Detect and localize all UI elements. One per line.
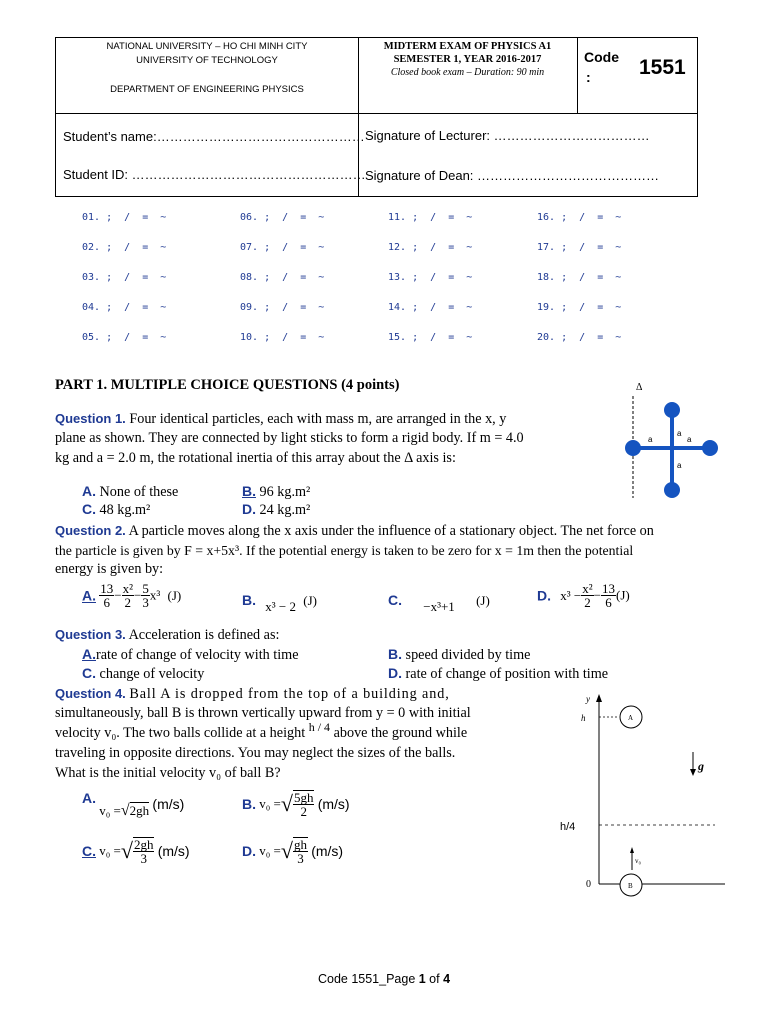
unit: (J) bbox=[476, 593, 490, 608]
numerator: x² bbox=[582, 581, 593, 596]
q4-text: Ball A is dropped from the top of a building and, bbox=[129, 686, 450, 702]
option-d-text: 24 kg.m² bbox=[259, 502, 311, 518]
code-value: 1551 bbox=[639, 56, 686, 79]
q2-label: Question 2. bbox=[55, 523, 126, 538]
exam-duration: Closed book exam – Duration: 90 min bbox=[390, 67, 545, 78]
fraction bbox=[141, 582, 150, 609]
q4-option-d[interactable] bbox=[242, 837, 343, 865]
answer-cell: 10. ; / = ~ bbox=[240, 332, 325, 343]
option-a-text: None of these bbox=[99, 484, 179, 500]
option-b-text: speed divided by time bbox=[405, 647, 531, 663]
answer-cell: 16. ; / = ~ bbox=[537, 212, 622, 223]
h4-label: h/4 bbox=[560, 821, 576, 833]
gravity-label: g bbox=[698, 759, 704, 773]
option-d-label: D. bbox=[537, 587, 551, 604]
q2-line3: energy is given by: bbox=[55, 561, 164, 577]
fraction bbox=[293, 837, 308, 865]
numerator: 5gh bbox=[293, 790, 314, 805]
option-a-label: A. bbox=[82, 483, 96, 499]
q4-line5: What is the initial velocity v₀ of ball B? bbox=[55, 765, 281, 781]
v0-symbol: v₀ = bbox=[99, 843, 121, 858]
q4-line2: simultaneously, ball B is thrown vertically upward from y = 0 with initial bbox=[55, 705, 471, 721]
code-label: Code bbox=[584, 49, 619, 65]
header-table bbox=[55, 37, 698, 197]
part1-title: PART 1. MULTIPLE CHOICE QUESTIONS (4 points) bbox=[55, 377, 400, 393]
q3-label: Question 3. bbox=[55, 627, 126, 642]
denominator: 6 bbox=[103, 595, 110, 610]
answer-cell: 17. ; / = ~ bbox=[537, 242, 622, 253]
particle-right bbox=[702, 440, 718, 456]
operator: − bbox=[593, 587, 601, 603]
length-label: a bbox=[648, 435, 653, 444]
q3-text: Acceleration is defined as: bbox=[128, 627, 280, 643]
option-c-label: C. bbox=[82, 665, 96, 681]
numerator: x² bbox=[122, 581, 133, 596]
answer-cell: 01. ; / = ~ bbox=[82, 212, 167, 223]
option-a-text: rate of change of velocity with time bbox=[96, 647, 299, 663]
q4-label: Question 4. bbox=[55, 686, 126, 701]
unit: (J) bbox=[167, 587, 182, 603]
v0-label: v₀ bbox=[635, 857, 641, 865]
option-c-text: change of velocity bbox=[99, 666, 205, 682]
numerator: 5 bbox=[142, 581, 149, 596]
footer-page: 1 bbox=[418, 972, 426, 986]
answer-cell: 03. ; / = ~ bbox=[82, 272, 167, 283]
answer-cell: 09. ; / = ~ bbox=[240, 302, 325, 313]
term: x³ bbox=[149, 587, 161, 603]
sqrt-sign: √ bbox=[280, 791, 293, 816]
fraction bbox=[122, 582, 134, 609]
answer-cell: 11. ; / = ~ bbox=[388, 212, 473, 223]
answer-cell: 15. ; / = ~ bbox=[388, 332, 473, 343]
option-b-label: B. bbox=[242, 483, 256, 499]
q4-collision-figure bbox=[555, 690, 730, 902]
q1-line3: kg and a = 2.0 m, the rotational inertia of this array about the Δ axis is: bbox=[55, 450, 456, 466]
option-d-text: rate of change of position with time bbox=[405, 666, 609, 682]
q1-option-d[interactable] bbox=[242, 500, 310, 520]
option-b-label: B. bbox=[242, 796, 256, 812]
q3-stem bbox=[55, 625, 279, 645]
answer-cell: 20. ; / = ~ bbox=[537, 332, 622, 343]
particle-left bbox=[625, 440, 641, 456]
answer-cell: 06. ; / = ~ bbox=[240, 212, 325, 223]
university-sub: UNIVERSITY OF TECHNOLOGY bbox=[136, 55, 278, 66]
q1-text: Four identical particles, each with mass m, are arranged in the x, y bbox=[129, 411, 507, 427]
q4-text: above the ground while bbox=[333, 725, 468, 741]
q3-option-d[interactable] bbox=[388, 664, 608, 684]
height-expr: h / 4 bbox=[308, 720, 331, 734]
denominator: 2 bbox=[300, 804, 307, 819]
expression: x³ − 2 bbox=[265, 599, 296, 614]
gravity-arrowhead bbox=[690, 769, 696, 776]
option-b-label: B. bbox=[242, 592, 256, 608]
q3-option-b[interactable] bbox=[388, 645, 530, 665]
department-name: DEPARTMENT OF ENGINEERING PHYSICS bbox=[110, 84, 304, 95]
option-d-label: D. bbox=[242, 501, 256, 517]
q4-line4: traveling in opposite directions. You may neglect the sizes of the balls. bbox=[55, 745, 456, 761]
fraction bbox=[133, 837, 155, 865]
q4-option-a[interactable] bbox=[82, 790, 185, 819]
q1-label: Question 1. bbox=[55, 411, 126, 426]
particle-bottom bbox=[664, 482, 680, 498]
option-b-label: B. bbox=[388, 646, 402, 662]
answer-cell: 14. ; / = ~ bbox=[388, 302, 473, 313]
operator: − bbox=[134, 587, 142, 603]
q2-line2: the particle is given by F = x+5x³. If the potential energy is taken to be zero for x = 1m then the potential bbox=[55, 543, 634, 558]
q2-option-b[interactable] bbox=[242, 592, 317, 614]
denominator: 6 bbox=[605, 595, 612, 610]
q4-text: velocity v₀. The two balls collide at a height bbox=[55, 725, 306, 741]
q2-option-c[interactable] bbox=[388, 592, 490, 614]
particle-top bbox=[664, 402, 680, 418]
answer-cell: 02. ; / = ~ bbox=[82, 242, 167, 253]
header-divider bbox=[577, 38, 578, 113]
fraction bbox=[581, 582, 593, 609]
answer-cell: 08. ; / = ~ bbox=[240, 272, 325, 283]
footer-total: 4 bbox=[443, 972, 451, 986]
code-colon: : bbox=[586, 69, 591, 85]
q4-option-b[interactable] bbox=[242, 790, 350, 818]
option-d-label: D. bbox=[242, 843, 256, 859]
denominator: 2 bbox=[124, 595, 132, 610]
q1-line2: plane as shown. They are connected by light sticks to form a rigid body. If m = 4.0 bbox=[55, 430, 524, 446]
sqrt-sign: √ bbox=[280, 838, 293, 863]
option-a-label: A. bbox=[82, 790, 96, 806]
page-footer bbox=[0, 972, 768, 986]
denominator: 2 bbox=[584, 595, 591, 610]
numerator: gh bbox=[293, 837, 307, 852]
term: x³ − bbox=[560, 587, 582, 603]
answer-cell: 18. ; / = ~ bbox=[537, 272, 622, 283]
q3-option-c[interactable] bbox=[82, 664, 204, 684]
fraction bbox=[293, 790, 315, 818]
h-label: h bbox=[581, 713, 586, 723]
q2-option-d[interactable] bbox=[537, 582, 630, 609]
q2-text: A particle moves along the x axis under the influence of a stationary object. The net force on bbox=[128, 523, 654, 539]
q2-line1 bbox=[55, 521, 654, 541]
length-label: a bbox=[677, 461, 682, 470]
origin-label: 0 bbox=[586, 879, 591, 890]
q1-option-c[interactable] bbox=[82, 500, 150, 520]
ball-a-label: A bbox=[628, 714, 634, 722]
answer-cell: 12. ; / = ~ bbox=[388, 242, 473, 253]
denominator: 3 bbox=[140, 851, 147, 866]
length-label: a bbox=[687, 435, 692, 444]
q1-line1 bbox=[55, 409, 506, 429]
q3-option-a[interactable] bbox=[82, 645, 299, 665]
footer-text: Code 1551_Page bbox=[317, 972, 419, 986]
fraction bbox=[99, 582, 114, 609]
answer-cell: 13. ; / = ~ bbox=[388, 272, 473, 283]
option-b-text: 96 kg.m² bbox=[259, 484, 311, 500]
numerator: 13 bbox=[100, 581, 114, 596]
unit: (m/s) bbox=[152, 796, 185, 812]
student-name-field: Student’s name:………………………………………… bbox=[63, 129, 365, 144]
denominator: 3 bbox=[142, 595, 149, 610]
y-axis-label: y bbox=[586, 694, 590, 704]
numerator: 13 bbox=[601, 581, 615, 596]
answer-cell: 19. ; / = ~ bbox=[537, 302, 622, 313]
unit: (m/s) bbox=[317, 796, 350, 812]
operator: − bbox=[114, 587, 122, 603]
unit: (m/s) bbox=[311, 843, 344, 859]
university-name: NATIONAL UNIVERSITY – HO CHI MINH CITY bbox=[106, 41, 308, 52]
sqrt-sign: √ bbox=[120, 838, 133, 863]
q4-line3 bbox=[55, 720, 468, 743]
unit: (m/s) bbox=[157, 843, 190, 859]
exam-semester: SEMESTER 1, YEAR 2016-2017 bbox=[393, 54, 542, 65]
option-a-label: A. bbox=[82, 646, 96, 662]
v0-symbol: v₀ = bbox=[259, 796, 281, 811]
q4-line1 bbox=[55, 684, 538, 704]
length-label: a bbox=[677, 429, 682, 438]
option-c-label: C. bbox=[82, 843, 96, 859]
answer-cell: 07. ; / = ~ bbox=[240, 242, 325, 253]
radicand: 2gh bbox=[129, 803, 150, 818]
signature-lecturer-field: Signature of Lecturer: ……………………………… bbox=[365, 128, 650, 143]
denominator: 3 bbox=[297, 851, 304, 866]
answer-cell: 05. ; / = ~ bbox=[82, 332, 167, 343]
axis-label: Δ bbox=[636, 382, 643, 393]
option-a-label: A. bbox=[82, 587, 96, 604]
unit: (J) bbox=[303, 593, 317, 608]
option-d-label: D. bbox=[388, 665, 402, 681]
sqrt-sign: √ bbox=[120, 802, 130, 819]
v0-symbol: v₀ = bbox=[99, 803, 121, 818]
unit: (J) bbox=[615, 587, 630, 603]
answer-cell: 04. ; / = ~ bbox=[82, 302, 167, 313]
v0-symbol: v₀ = bbox=[259, 843, 281, 858]
option-c-text: 48 kg.m² bbox=[99, 502, 151, 518]
q2-option-a[interactable] bbox=[82, 582, 181, 609]
q1-rigid-body-figure bbox=[618, 378, 722, 502]
expression: −x³+1 bbox=[423, 599, 455, 614]
ball-b-label: B bbox=[628, 882, 633, 890]
fraction bbox=[601, 582, 616, 609]
signature-dean-field: Signature of Dean: …………………………………… bbox=[365, 168, 660, 183]
v0-arrowhead bbox=[630, 847, 634, 853]
numerator: 2gh bbox=[133, 837, 154, 852]
header-divider bbox=[56, 113, 697, 114]
q4-option-c[interactable] bbox=[82, 837, 190, 865]
option-c-label: C. bbox=[388, 592, 402, 608]
student-id-field: Student ID: ……………………………………………… bbox=[63, 167, 366, 182]
exam-title: MIDTERM EXAM OF PHYSICS A1 bbox=[383, 41, 552, 52]
footer-text: of bbox=[425, 972, 444, 986]
y-axis-arrow bbox=[596, 694, 602, 702]
option-c-label: C. bbox=[82, 501, 96, 517]
